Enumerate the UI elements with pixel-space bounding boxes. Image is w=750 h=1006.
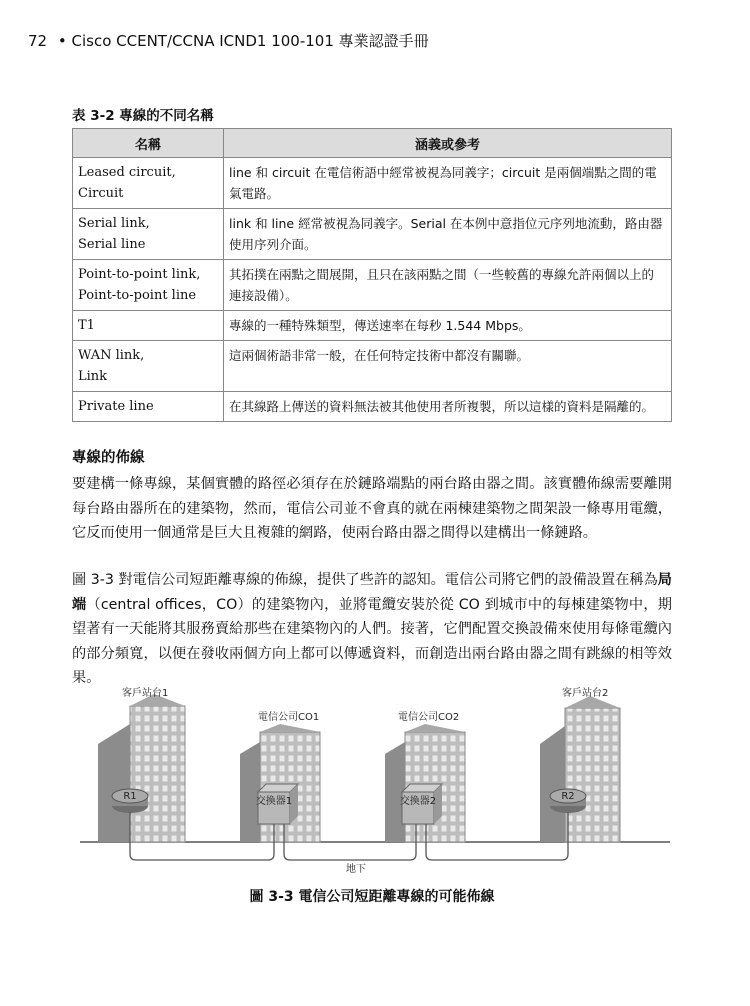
header-meaning: 涵義或參考: [224, 129, 672, 158]
co1-label: 電信公司CO1: [258, 712, 320, 723]
customer-site-2-building: [540, 696, 620, 842]
definition-cell: 在其線路上傳送的資料無法被其他使用者所複製，所以這樣的資料是隔離的。: [224, 392, 672, 422]
site-2-label: 客戶站台2: [562, 688, 609, 699]
definition-cell: line 和 circuit 在電信術語中經常被視為同義字；circuit 是兩個端點之間的電氣電路。: [224, 158, 672, 209]
definition-cell: 其拓撲在兩點之間展開，且只在該兩點之間（一些較舊的專線允許兩個以上的連接設備）。: [224, 260, 672, 311]
table-row: [73, 209, 672, 260]
table-row: [73, 392, 672, 422]
table-row: [73, 260, 672, 311]
customer-site-1-building: [98, 694, 185, 842]
page-number: 72: [28, 32, 48, 50]
header-bullet: •: [57, 32, 67, 50]
paragraph-1: 要建構一條專線，某個實體的路徑必須存在於鏈路端點的兩台路由器之間。該實體佈線需要離開每台路由器所在的建築物，然而，電信公司並不會真的就在兩棟建築物之間架設一條專用電纜，它反而使用一個通常是巨大且複雜的網路，使兩台路由器之間得以建構出一條鏈路。: [72, 476, 672, 541]
term-cell: Leased circuit, Circuit: [73, 158, 224, 209]
term-cell: WAN link, Link: [73, 341, 224, 392]
term-cell: Serial link, Serial line: [73, 209, 224, 260]
table-header-row: [73, 129, 672, 158]
definition-cell: link 和 line 經常被視為同義字。Serial 在本例中意指位元序列地流動，路由器使用序列介面。: [224, 209, 672, 260]
table-row: [73, 311, 672, 341]
names-table: [72, 128, 672, 422]
switch-1-label: 交換器1: [255, 796, 293, 807]
table-row: [73, 341, 672, 392]
table-caption: 表 3-2 專線的不同名稱: [72, 108, 214, 124]
definition-cell: 專線的一種特殊類型，傳送速率在每秒 1.544 Mbps。: [224, 311, 672, 341]
header-name: 名稱: [73, 129, 224, 158]
co2-label: 電信公司CO2: [398, 712, 460, 723]
figure-caption: 圖 3-3 電信公司短距離專線的可能佈線: [249, 889, 495, 905]
term-central-office: 局端: [72, 572, 672, 613]
definition-cell: 這兩個術語非常一般，在任何特定技術中都沒有關聯。: [224, 341, 672, 392]
page-header: [28, 30, 429, 51]
router-r1-icon: [112, 789, 148, 813]
router-r1-label: R1: [123, 791, 137, 802]
leased-line-figure: [80, 684, 670, 874]
switch-1-icon: [256, 784, 298, 824]
underground-label: 地下: [346, 864, 366, 874]
table-row: [73, 158, 672, 209]
paragraph-2: 圖 3-3 對電信公司短距離專線的佈線，提供了些許的認知。電信公司將它們的設備設置在稱為局端（central offices，CO）的建築物內，並將電纜安裝於從 CO 到城市中的每棟建築物中，期望著有一天能將其服務賣給那些在建築物內的人們。接著，它們配置交換設備來使用每條電纜內的部分頻寬，以便在發收兩個方向上都可以傳遞資料，而創造出兩台路由器之間有跳線的相等效果。: [72, 572, 672, 686]
section-title: 專線的佈線: [72, 450, 145, 466]
term-cell: Private line: [73, 392, 224, 422]
term-cell: Point-to-point link, Point-to-point line: [73, 260, 224, 311]
book-title: Cisco CCENT/CCNA ICND1 100-101 專業認證手冊: [71, 32, 429, 50]
router-r2-icon: [550, 789, 586, 813]
router-r2-label: R2: [561, 791, 575, 802]
switch-2-label: 交換器2: [399, 796, 437, 807]
switch-2-icon: [400, 784, 442, 824]
term-cell: T1: [73, 311, 224, 341]
site-1-label: 客戶站台1: [122, 688, 169, 699]
